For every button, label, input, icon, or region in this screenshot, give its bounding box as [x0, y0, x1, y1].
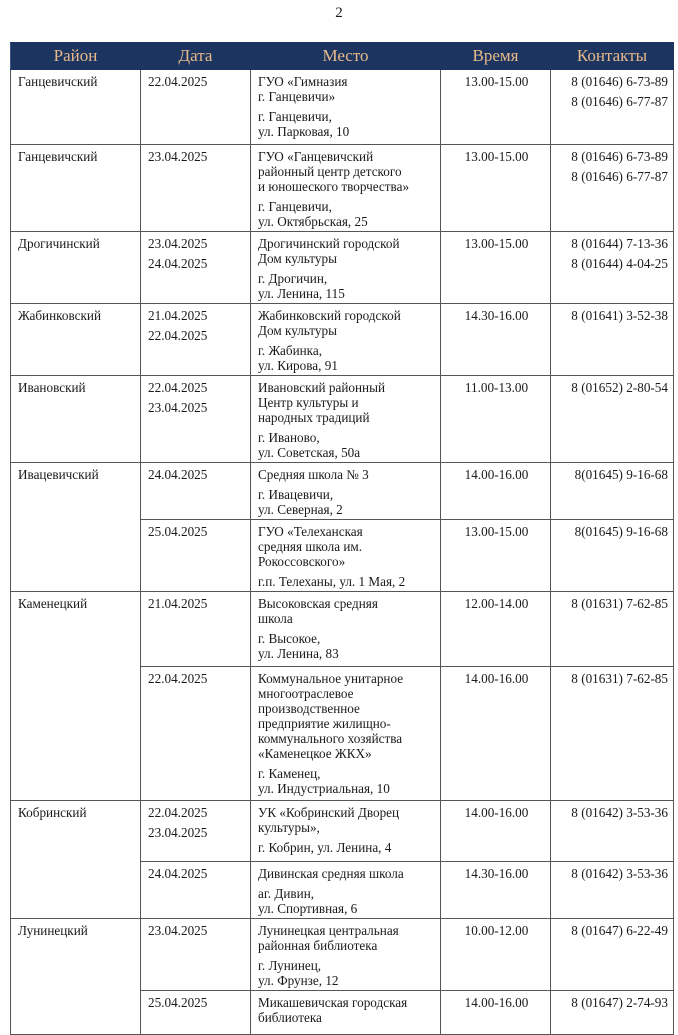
- table-row: [11, 801, 674, 862]
- address-line: г. Ганцевичи,: [258, 109, 332, 124]
- address-line: г.п. Телеханы, ул. 1 Мая, 2: [258, 574, 406, 589]
- cell-date: [141, 862, 251, 919]
- cell-place: [251, 520, 441, 592]
- date-text: 22.04.2025: [148, 328, 208, 343]
- place-line: Дивинская средняя школа: [258, 866, 404, 881]
- date-text: 21.04.2025: [148, 308, 208, 323]
- cell-contacts: [551, 667, 674, 801]
- header-time: Время: [441, 43, 551, 70]
- place-line: УК «Кобринский Дворец: [258, 805, 400, 820]
- place-line: Дом культуры: [258, 251, 337, 266]
- date-text: 22.04.2025: [148, 380, 208, 395]
- place-name: [258, 866, 435, 881]
- place-address: [258, 343, 435, 373]
- cell-time: 13.00-15.00: [441, 520, 551, 592]
- cell-place: [251, 991, 441, 1035]
- place-line: библиотека: [258, 1010, 322, 1025]
- date-text: 23.04.2025: [148, 400, 208, 415]
- place-address: [258, 886, 435, 916]
- table-row: [11, 376, 674, 463]
- place-address: [258, 631, 435, 661]
- table-row: [11, 145, 674, 232]
- place-address: [258, 487, 435, 517]
- cell-place: [251, 919, 441, 991]
- cell-date: [141, 70, 251, 145]
- cell-district: Каменецкий: [11, 592, 141, 801]
- place-line: ГУО «Гимназия: [258, 74, 348, 89]
- place-line: Микашевичская городская: [258, 995, 408, 1010]
- place-name: [258, 380, 435, 425]
- address-line: г. Ивацевичи,: [258, 487, 334, 502]
- cell-district: Ганцевичский: [11, 145, 141, 232]
- address-line: г. Жабинка,: [258, 343, 323, 358]
- place-line: Рокоссовского»: [258, 554, 346, 569]
- cell-time: 13.00-15.00: [441, 70, 551, 145]
- place-name: [258, 308, 435, 338]
- phone-number: 8 (01642) 3-53-36: [571, 866, 668, 881]
- cell-place: [251, 376, 441, 463]
- cell-place: [251, 232, 441, 304]
- cell-contacts: [551, 862, 674, 919]
- cell-date: [141, 991, 251, 1035]
- table-row: [11, 463, 674, 520]
- phone-number: 8 (01647) 2-74-93: [571, 995, 668, 1010]
- cell-time: 14.30-16.00: [441, 862, 551, 919]
- cell-date: [141, 919, 251, 991]
- cell-district: Ганцевичский: [11, 70, 141, 145]
- address-line: г. Лунинец,: [258, 958, 322, 973]
- cell-time: 10.00-12.00: [441, 919, 551, 991]
- cell-place: [251, 70, 441, 145]
- address-line: ул. Ленина, 83: [258, 646, 339, 661]
- place-name: [258, 671, 435, 761]
- date-text: 23.04.2025: [148, 923, 208, 938]
- place-line: средняя школа им.: [258, 539, 363, 554]
- address-line: ул. Северная, 2: [258, 502, 343, 517]
- place-name: [258, 923, 435, 953]
- cell-time: 14.30-16.00: [441, 304, 551, 376]
- date-text: 23.04.2025: [148, 236, 208, 251]
- cell-time: 12.00-14.00: [441, 592, 551, 667]
- date-text: 24.04.2025: [148, 467, 208, 482]
- place-name: [258, 596, 435, 626]
- address-line: ул. Фрунзе, 12: [258, 973, 339, 988]
- cell-district: Ивацевичский: [11, 463, 141, 592]
- place-address: [258, 840, 435, 855]
- phone-number: 8 (01631) 7-62-85: [571, 596, 668, 611]
- cell-place: [251, 862, 441, 919]
- cell-contacts: [551, 376, 674, 463]
- cell-date: [141, 232, 251, 304]
- cell-time: 14.00-16.00: [441, 991, 551, 1035]
- place-address: [258, 199, 435, 229]
- phone-number: 8 (01652) 2-80-54: [571, 380, 668, 395]
- place-line: Средняя школа № 3: [258, 467, 369, 482]
- cell-time: 13.00-15.00: [441, 232, 551, 304]
- cell-district: Лунинецкий: [11, 919, 141, 1035]
- table-row: [11, 232, 674, 304]
- place-address: [258, 574, 435, 589]
- place-line: и юношеского творчества»: [258, 179, 410, 194]
- place-line: Жабинковский городской: [258, 308, 401, 323]
- place-name: [258, 149, 435, 194]
- address-line: ул. Кирова, 91: [258, 358, 338, 373]
- cell-contacts: [551, 801, 674, 862]
- phone-number: 8 (01642) 3-53-36: [571, 805, 668, 820]
- table-row: [11, 919, 674, 991]
- place-line: Дрогичинский городской: [258, 236, 400, 251]
- cell-contacts: [551, 145, 674, 232]
- place-address: [258, 109, 435, 139]
- phone-number: 8 (01641) 3-52-38: [571, 308, 668, 323]
- address-line: ул. Индустриальная, 10: [258, 781, 390, 796]
- date-text: 25.04.2025: [148, 995, 208, 1010]
- date-text: 25.04.2025: [148, 524, 208, 539]
- cell-date: [141, 463, 251, 520]
- place-name: [258, 236, 435, 266]
- cell-date: [141, 801, 251, 862]
- place-line: народных традиций: [258, 410, 370, 425]
- address-line: г. Иваново,: [258, 430, 320, 445]
- cell-place: [251, 463, 441, 520]
- place-address: [258, 271, 435, 301]
- page-number: 2: [335, 5, 343, 21]
- place-line: Коммунальное унитарное: [258, 671, 404, 686]
- header-district: Район: [11, 43, 141, 70]
- cell-place: [251, 304, 441, 376]
- place-line: ГУО «Телеханская: [258, 524, 363, 539]
- cell-district: Кобринский: [11, 801, 141, 919]
- cell-time: 14.00-16.00: [441, 463, 551, 520]
- cell-date: [141, 304, 251, 376]
- phone-number: 8 (01646) 6-77-87: [571, 169, 668, 184]
- cell-date: [141, 592, 251, 667]
- place-line: ГУО «Ганцевичский: [258, 149, 374, 164]
- cell-date: [141, 667, 251, 801]
- place-address: [258, 958, 435, 988]
- address-line: г. Высокое,: [258, 631, 321, 646]
- phone-number: 8 (01644) 7-13-36: [571, 236, 668, 251]
- address-line: ул. Ленина, 115: [258, 286, 345, 301]
- cell-contacts: [551, 304, 674, 376]
- place-name: [258, 995, 435, 1025]
- place-line: Центр культуры и: [258, 395, 359, 410]
- cell-date: [141, 145, 251, 232]
- phone-number: 8(01645) 9-16-68: [574, 467, 668, 482]
- cell-time: 13.00-15.00: [441, 145, 551, 232]
- date-text: 23.04.2025: [148, 149, 208, 164]
- header-date: Дата: [141, 43, 251, 70]
- phone-number: 8 (01644) 4-04-25: [571, 256, 668, 271]
- place-line: Ивановский районный: [258, 380, 386, 395]
- cell-contacts: [551, 592, 674, 667]
- cell-place: [251, 667, 441, 801]
- address-line: г. Кобрин, ул. Ленина, 4: [258, 840, 392, 855]
- phone-number: 8 (01647) 6-22-49: [571, 923, 668, 938]
- place-line: Лунинецкая центральная: [258, 923, 399, 938]
- phone-number: 8 (01631) 7-62-85: [571, 671, 668, 686]
- cell-place: [251, 801, 441, 862]
- place-address: [258, 766, 435, 796]
- schedule-table: [10, 42, 674, 1035]
- place-line: г. Ганцевичи»: [258, 89, 336, 104]
- place-line: многоотраслевое: [258, 686, 354, 701]
- place-name: [258, 524, 435, 569]
- place-line: коммунального хозяйства: [258, 731, 403, 746]
- table-row: [11, 592, 674, 667]
- place-line: школа: [258, 611, 293, 626]
- cell-date: [141, 520, 251, 592]
- phone-number: 8 (01646) 6-77-87: [571, 94, 668, 109]
- address-line: г. Ганцевичи,: [258, 199, 332, 214]
- cell-time: 14.00-16.00: [441, 667, 551, 801]
- place-line: предприятие жилищно-: [258, 716, 391, 731]
- place-address: [258, 430, 435, 460]
- place-line: производственное: [258, 701, 360, 716]
- address-line: ул. Октябрьская, 25: [258, 214, 368, 229]
- date-text: 22.04.2025: [148, 671, 208, 686]
- cell-contacts: [551, 919, 674, 991]
- cell-contacts: [551, 70, 674, 145]
- address-line: г. Дрогичин,: [258, 271, 328, 286]
- place-line: «Каменецкое ЖКХ»: [258, 746, 372, 761]
- date-text: 21.04.2025: [148, 596, 208, 611]
- table-body: [11, 70, 674, 1035]
- cell-contacts: [551, 232, 674, 304]
- table-row: [11, 70, 674, 145]
- address-line: ул. Советская, 50а: [258, 445, 361, 460]
- header-place: Место: [251, 43, 441, 70]
- header-contacts: Контакты: [551, 43, 674, 70]
- phone-number: 8(01645) 9-16-68: [574, 524, 668, 539]
- place-line: районный центр детского: [258, 164, 402, 179]
- address-line: г. Каменец,: [258, 766, 321, 781]
- place-name: [258, 74, 435, 104]
- phone-number: 8 (01646) 6-73-89: [571, 149, 668, 164]
- place-line: Высоковская средняя: [258, 596, 378, 611]
- date-text: 22.04.2025: [148, 74, 208, 89]
- date-text: 22.04.2025: [148, 805, 208, 820]
- address-line: ул. Парковая, 10: [258, 124, 350, 139]
- place-name: [258, 467, 435, 482]
- cell-place: [251, 145, 441, 232]
- date-text: 23.04.2025: [148, 825, 208, 840]
- place-line: культуры»,: [258, 820, 320, 835]
- cell-contacts: [551, 520, 674, 592]
- cell-district: Ивановский: [11, 376, 141, 463]
- cell-contacts: [551, 463, 674, 520]
- cell-place: [251, 592, 441, 667]
- place-name: [258, 805, 435, 835]
- phone-number: 8 (01646) 6-73-89: [571, 74, 668, 89]
- date-text: 24.04.2025: [148, 866, 208, 881]
- table-row: [11, 304, 674, 376]
- cell-contacts: [551, 991, 674, 1035]
- address-line: аг. Дивин,: [258, 886, 315, 901]
- cell-time: 14.00-16.00: [441, 801, 551, 862]
- cell-time: 11.00-13.00: [441, 376, 551, 463]
- cell-district: Дрогичинский: [11, 232, 141, 304]
- cell-date: [141, 376, 251, 463]
- table-header-row: [11, 43, 674, 70]
- address-line: ул. Спортивная, 6: [258, 901, 358, 916]
- cell-district: Жабинковский: [11, 304, 141, 376]
- place-line: районная библиотека: [258, 938, 378, 953]
- place-line: Дом культуры: [258, 323, 337, 338]
- date-text: 24.04.2025: [148, 256, 208, 271]
